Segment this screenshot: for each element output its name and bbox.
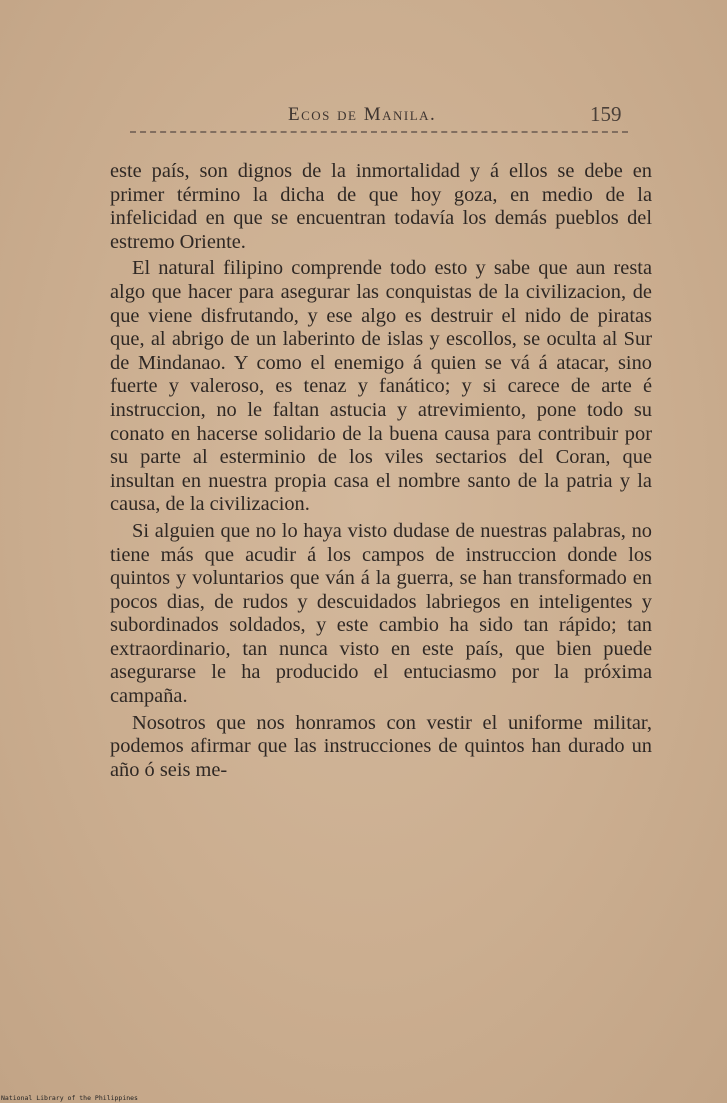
- paragraph-2: El natural filipino comprende todo esto y sabe que aun resta algo que hacer para asegurar las conquistas de la civilizacion, de que viene disfrutando, y ese algo es destruir el nido de piratas que, al abrigo de un laberinto de islas y escollos, se oculta al Sur de Mindanao. Y como el enemigo á quien se vá á atacar, sino fuerte y valeroso, es tenaz y fanático; y si carece de arte é instruccion, no le faltan astucia y atrevimiento, pone todo su conato en hacerse solidario de la buena causa para contribuir por su parte al esterminio de los viles sectarios del Coran, que insultan en nuestra propia casa el nombre santo de la patria y la causa, de la civilizacion.: [110, 257, 652, 516]
- page-header: [0, 100, 727, 130]
- header-rule: [130, 131, 628, 133]
- running-title: Ecos de Manila.: [288, 104, 437, 125]
- paragraph-3: Si alguien que no lo haya visto dudase de nuestras palabras, no tiene más que acudir á los campos de instruccion donde los quintos y voluntarios que ván á la guerra, se han transformado en pocos dias, de rudos y descuidados labriegos en inteligentes y subordinados soldados, y este cambio ha sido tan rápido; tan extraordinario, tan nunca visto en este país, que bien puede asegurarse le ha producido el entuciasmo por la próxima campaña.: [110, 519, 652, 708]
- library-credit: National Library of the Philippines: [1, 1094, 138, 1102]
- page-number: 159: [590, 102, 622, 126]
- paragraph-4: Nosotros que nos honramos con vestir el uniforme militar, podemos afirmar que las instrucciones de quintos han durado un año ó seis me-: [110, 711, 652, 781]
- body-text: [110, 160, 652, 782]
- paragraph-1: este país, son dignos de la inmortalidad y á ellos se debe en primer término la dicha de que hoy goza, en medio de la infelicidad en que se encuentran todavía los demás pueblos del estremo Oriente.: [110, 160, 652, 253]
